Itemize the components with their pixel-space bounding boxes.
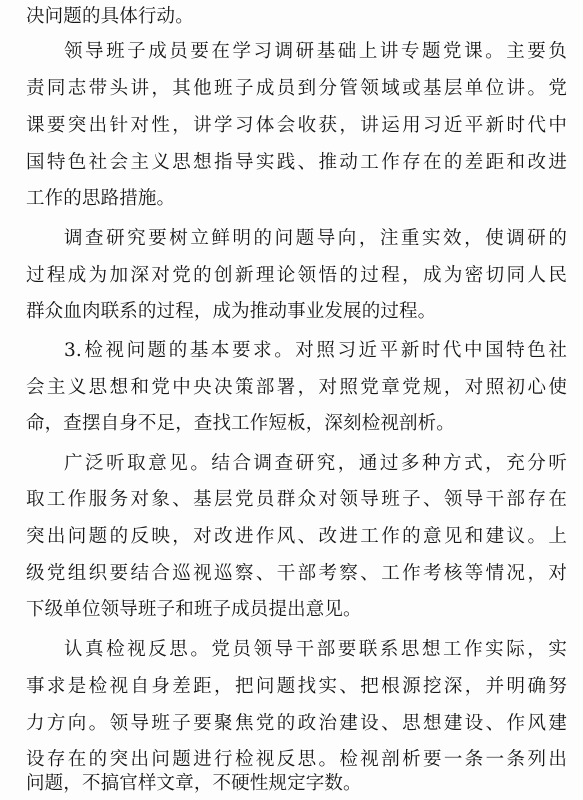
text-line: 群众血肉联系的过程，成为推动事业发展的过程。 [26,301,437,322]
text-line: 会主义思想和党中央决策部署，对照党章党规，对照初心使 [26,377,567,398]
text-line: 课要突出针对性，讲学习体会收获，讲运用习近平新时代中 [26,115,567,136]
text-line: 过程成为加深对党的创新理论领悟的过程，成为密切同人民 [26,265,567,286]
text-line: 3.检视问题的基本要求。对照习近平新时代中国特色社 [64,340,567,361]
text-line: 国特色社会主义思想指导实践、推动工作存在的差距和改进 [26,152,567,173]
text-line: 领导班子成员要在学习调研基础上讲专题党课。主要负 [64,41,567,62]
text-line: 工作的思路措施。 [26,188,176,209]
text-line: 取工作服务对象、基层党员群众对领导班子、领导干部存在 [26,489,567,510]
text-line: 力方向。领导班子要聚焦党的政治建设、思想建设、作风建 [26,713,567,734]
text-line: 决问题的具体行动。 [26,6,194,27]
text-line: 突出问题的反映，对改进作风、改进工作的意见和建议。上 [26,526,567,547]
text-line: 事求是检视自身差距，把问题找实、把根源挖深，并明确努 [26,676,567,697]
text-line: 责同志带头讲，其他班子成员到分管领域或基层单位讲。党 [26,78,567,99]
text-line: 级党组织要结合巡视巡察、干部考察、工作考核等情况，对 [26,563,567,584]
text-line: 认真检视反思。党员领导干部要联系思想工作实际，实 [64,639,567,660]
text-line: 调查研究要树立鲜明的问题导向，注重实效，使调研的 [64,228,567,249]
text-line: 命，查摆自身不足，查找工作短板，深刻检视剖析。 [26,413,455,434]
text-line: 问题，不搞官样文章，不硬性规定字数。 [26,773,362,794]
text-line: 广泛听取意见。结合调查研究，通过多种方式，充分听 [64,453,567,474]
text-line: 下级单位领导班子和班子成员提出意见。 [26,599,362,620]
text-line: 设存在的突出问题进行检视反思。检视剖析要一条一条列出 [26,749,567,770]
